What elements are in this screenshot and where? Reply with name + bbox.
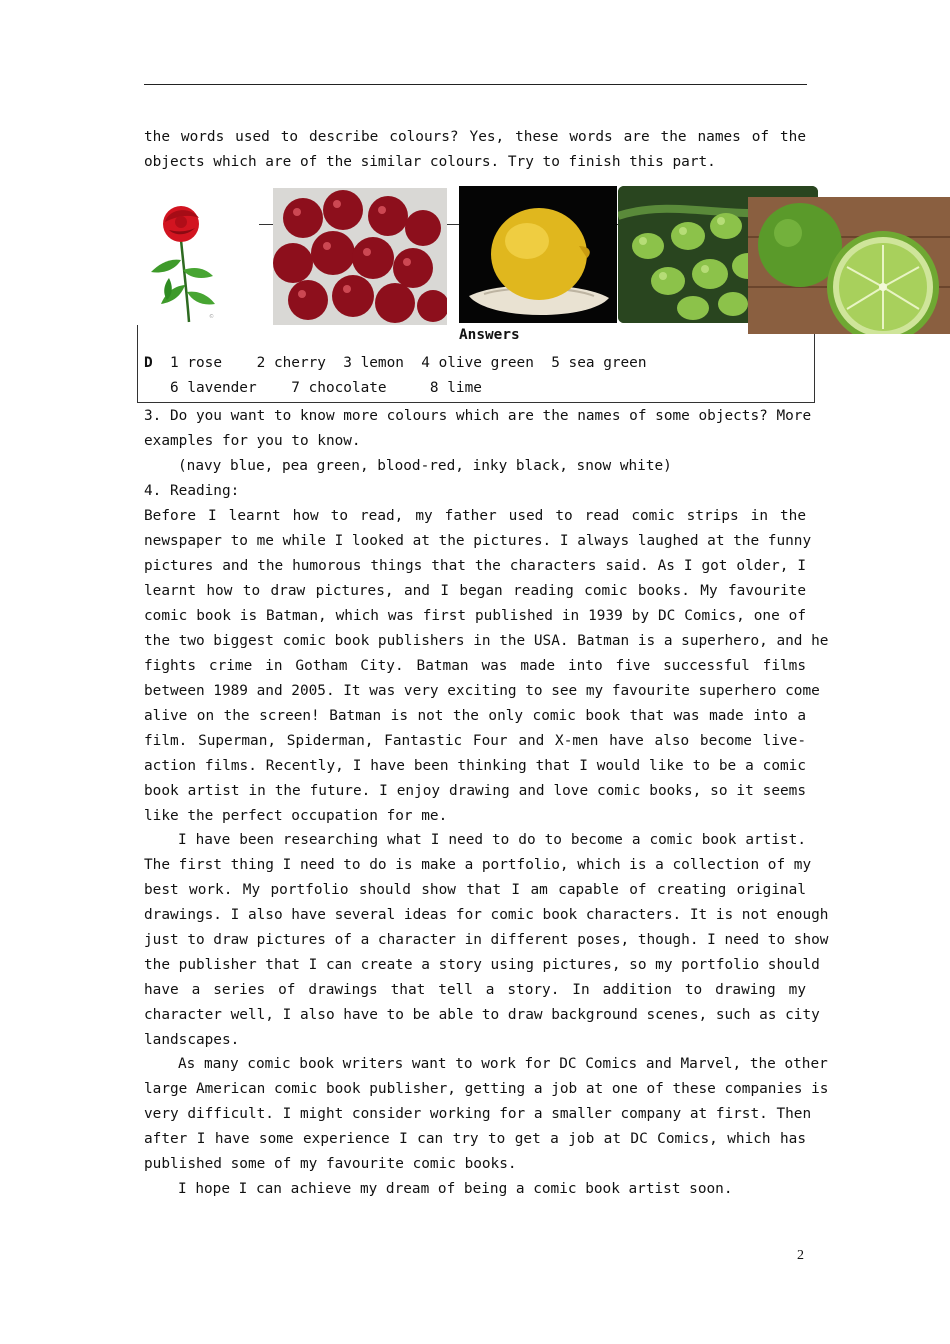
- cherry-image: [273, 188, 447, 325]
- para2-line: best work. My portfolio should show that I am capable of creating original: [144, 882, 806, 898]
- para3-line: large American comic book publisher, getting a job at one of these companies is: [144, 1081, 829, 1097]
- para2-line: character well, I also have to be able to draw background scenes, such as city: [144, 1007, 820, 1023]
- para2-line: drawings. I also have several ideas for comic book characters. It is not enough: [144, 907, 829, 923]
- page-number: 2: [797, 1248, 804, 1263]
- para2-line: The first thing I need to do is make a portfolio, which is a collection of my: [144, 857, 812, 873]
- para4-line: I hope I can achieve my dream of being a comic book artist soon.: [178, 1181, 733, 1197]
- para3-line: published some of my favourite comic books.: [144, 1156, 517, 1172]
- para1-line: action films. Recently, I have been thinking that I would like to be a comic: [144, 758, 806, 774]
- intro-line: the words used to describe colours? Yes, these words are the names of the: [144, 129, 806, 145]
- para3-line: very difficult. I might consider working for a smaller company at first. Then: [144, 1106, 812, 1122]
- rose-image: [129, 200, 259, 325]
- answers-line-1: [144, 351, 647, 376]
- para2-line: landscapes.: [144, 1032, 240, 1048]
- para1-line: Before I learnt how to read, my father used to read comic strips in the: [144, 508, 806, 524]
- para1-line: comic book is Batman, which was first published in 1939 by DC Comics, one of: [144, 608, 806, 624]
- intro-line: objects which are of the similar colours. Try to finish this part.: [144, 154, 716, 170]
- answers-line-1-text: 1 rose 2 cherry 3 lemon 4 olive green 5 sea green: [170, 355, 647, 371]
- svg-text:©: ©: [209, 314, 214, 320]
- section-3-examples: (navy blue, pea green, blood-red, inky black, snow white): [178, 458, 672, 474]
- answers-title: Answers: [459, 327, 520, 343]
- para1-line: learnt how to draw pictures, and I began reading comic books. My favourite: [144, 583, 806, 599]
- para2-line: have a series of drawings that tell a story. In addition to drawing my: [144, 982, 806, 998]
- para1-line: between 1989 and 2005. It was very exciting to see my favourite superhero come: [144, 683, 820, 699]
- para3-line: after I have some experience I can try to get a job at DC Comics, which has: [144, 1131, 806, 1147]
- para2-line: just to draw pictures of a character in different poses, though. I need to show: [144, 932, 829, 948]
- para1-line: fights crime in Gotham City. Batman was made into five successful films: [144, 658, 806, 674]
- para1-line: the two biggest comic book publishers in the USA. Batman is a superhero, and he: [144, 633, 829, 649]
- para2-line: I have been researching what I need to do to become a comic book artist.: [178, 832, 806, 848]
- answers-line-2-text: 6 lavender 7 chocolate 8 lime: [170, 380, 482, 396]
- header-rule: [144, 84, 807, 85]
- lemon-image: [459, 186, 617, 323]
- para1-line: newspaper to me while I looked at the pictures. I always laughed at the funny: [144, 533, 812, 549]
- section-3-line: examples for you to know.: [144, 433, 361, 449]
- para2-line: the publisher that I can create a story using pictures, so my portfolio should: [144, 957, 820, 973]
- para1-line: like the perfect occupation for me.: [144, 808, 448, 824]
- answers-letter: D: [144, 355, 153, 371]
- para1-line: pictures and the humorous things that the characters said. As I got older, I: [144, 558, 806, 574]
- section-4-heading: 4. Reading:: [144, 483, 240, 499]
- para3-line: As many comic book writers want to work for DC Comics and Marvel, the other: [178, 1056, 828, 1072]
- para1-line: film. Superman, Spiderman, Fantastic Four and X-men have also become live-: [144, 733, 806, 749]
- lime-image: [748, 197, 950, 334]
- para1-line: book artist in the future. I enjoy drawing and love comic books, so it seems: [144, 783, 806, 799]
- answers-line-2: [144, 376, 482, 401]
- section-3-line: 3. Do you want to know more colours which are the names of some objects? More: [144, 408, 812, 424]
- para1-line: alive on the screen! Batman is not the only comic book that was made into a: [144, 708, 806, 724]
